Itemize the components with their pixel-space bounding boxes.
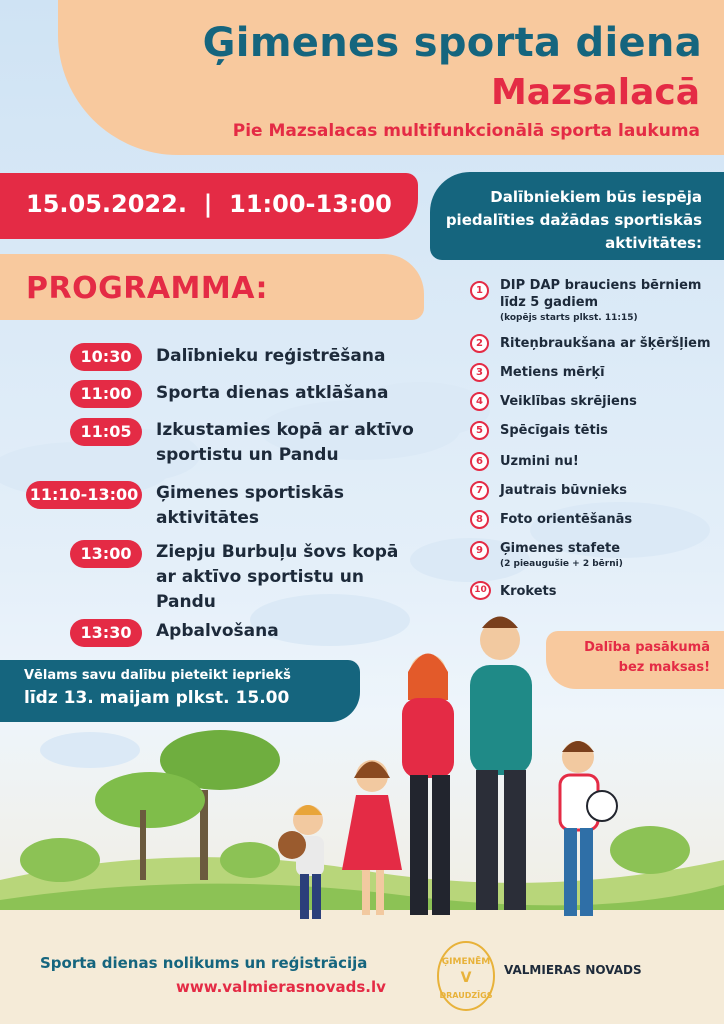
activity-number: 3 [470,363,489,382]
activity-text: Veiklības skrējiens [500,394,637,409]
program-event: Izkustamies kopā ar aktīvo sportistu un Pandu [156,420,414,465]
program-event: Sporta dienas atklāšana [156,383,389,403]
activity-item [500,540,623,571]
activity-text: DIP DAP brauciens bērniem līdz 5 gadiem [500,278,702,310]
program-event: Apbalvošana [156,621,279,641]
activity-text: Jautrais būvnieks [500,483,627,498]
time-pill: 11:00 [70,380,142,408]
activity-text: Foto orientēšanās [500,512,633,527]
free-participation [584,638,710,678]
free-line-1: Dalība pasākumā [584,640,710,655]
time-pill: 10:30 [70,343,142,371]
registration-line-2: līdz 13. maijam plkst. 15.00 [24,688,290,708]
activity-number: 6 [470,452,489,471]
place-title: Mazsalacā [490,72,700,113]
activity-text: Uzmini nu! [500,454,579,469]
location-subtitle: Pie Mazsalacas multifunkcionālā sporta laukuma [232,121,700,141]
region-logo: VALMIERAS NOVADS [504,963,642,977]
activity-text: Krokets [500,584,557,599]
activity-text: Riteņbraukšana ar šķēršļiem [500,336,711,351]
activity-number: 10 [470,581,491,600]
badge-top-text: ĢIMENĒM [441,957,491,967]
activity-text: Spēcīgais tētis [500,423,608,438]
activity-item [500,277,705,325]
activity-number: 5 [470,421,489,440]
program-event: Ģimenes sportiskās aktivitātes [156,483,345,528]
activity-number: 4 [470,392,489,411]
activity-number: 7 [470,481,489,500]
badge-bottom-text: DRAUDZĪGS [439,991,493,1000]
activities-intro: Dalībniekiem būs iespēja piedalīties dažādas sportiskās aktivitātes: [445,188,702,252]
page-title: Ģimenes sporta diena [202,20,702,66]
family-friendly-badge [436,940,496,1012]
activity-number: 2 [470,334,489,353]
footer-registration-text: Sporta dienas nolikums un reģistrācija [40,954,368,972]
date-time: 15.05.2022. | 11:00-13:00 [26,190,392,218]
time-pill: 11:05 [70,418,142,446]
program-title: PROGRAMMA: [26,271,269,306]
activity-text: Metiens mērķī [500,365,605,380]
activity-number: 1 [470,281,489,300]
activity-number: 9 [470,541,489,560]
footer-url-link[interactable]: www.valmierasnovads.lv [176,978,386,996]
activity-note: (2 pieaugušie + 2 bērni) [500,559,623,569]
time-pill: 11:10-13:00 [26,481,142,509]
time-pill: 13:00 [70,540,142,568]
registration-line-1: Vēlams savu dalību pieteikt iepriekš [24,668,291,683]
program-event: Ziepju Burbuļu šovs kopā ar aktīvo sportistu un Pandu [156,542,399,612]
program-event: Dalībnieku reģistrēšana [156,346,386,366]
time-pill: 13:30 [70,619,142,647]
activity-text: Ģimenes stafete [500,541,621,556]
badge-heart-icon: V [460,970,472,986]
free-line-2: bez maksas! [618,660,710,675]
activity-note: (kopējs starts plkst. 11:15) [500,313,638,323]
activity-number: 8 [470,510,489,529]
